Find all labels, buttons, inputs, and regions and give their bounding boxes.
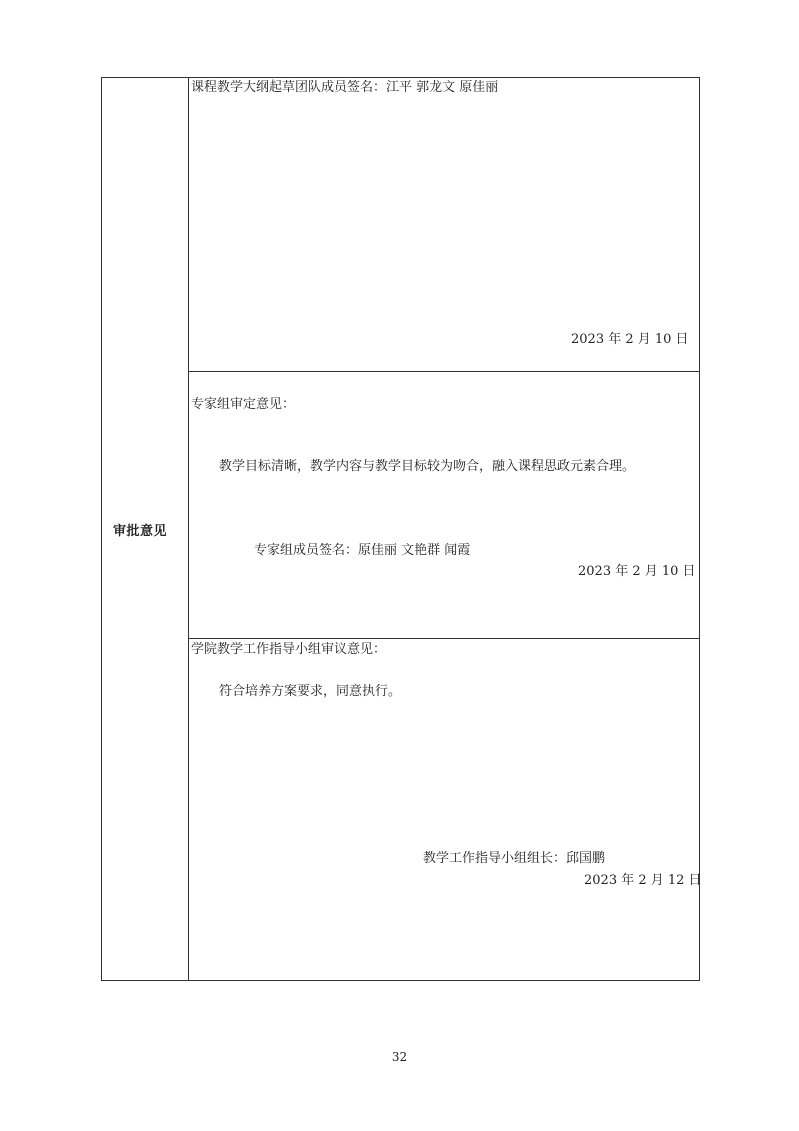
expert-group-signature: 专家组成员签名：原佳丽 文艳群 闻霞 [254,543,471,558]
column-divider [188,77,189,981]
college-guidance-opinion: 符合培养方案要求，同意执行。 [219,684,402,699]
row-label: 审批意见 [113,524,168,539]
guidance-leader-signature: 教学工作指导小组组长：邱国鹏 [423,851,606,866]
expert-group-heading: 专家组审定意见： [191,397,296,412]
drafting-date: 2023 年 2 月 10 日 [571,332,689,347]
expert-group-opinion: 教学目标清晰，教学内容与教学目标较为吻合，融入课程思政元素合理。 [219,459,636,474]
row-divider-2 [188,638,700,639]
drafting-team-signature: 课程教学大纲起草团队成员签名：江平 郭龙文 原佳丽 [191,80,499,95]
page-number: 32 [391,1050,408,1064]
college-guidance-heading: 学院教学工作指导小组审议意见： [191,642,387,657]
approval-table [101,77,700,981]
row-divider-1 [188,371,700,372]
expert-group-date: 2023 年 2 月 10 日 [578,564,696,579]
guidance-date: 2023 年 2 月 12 日 [584,873,702,888]
